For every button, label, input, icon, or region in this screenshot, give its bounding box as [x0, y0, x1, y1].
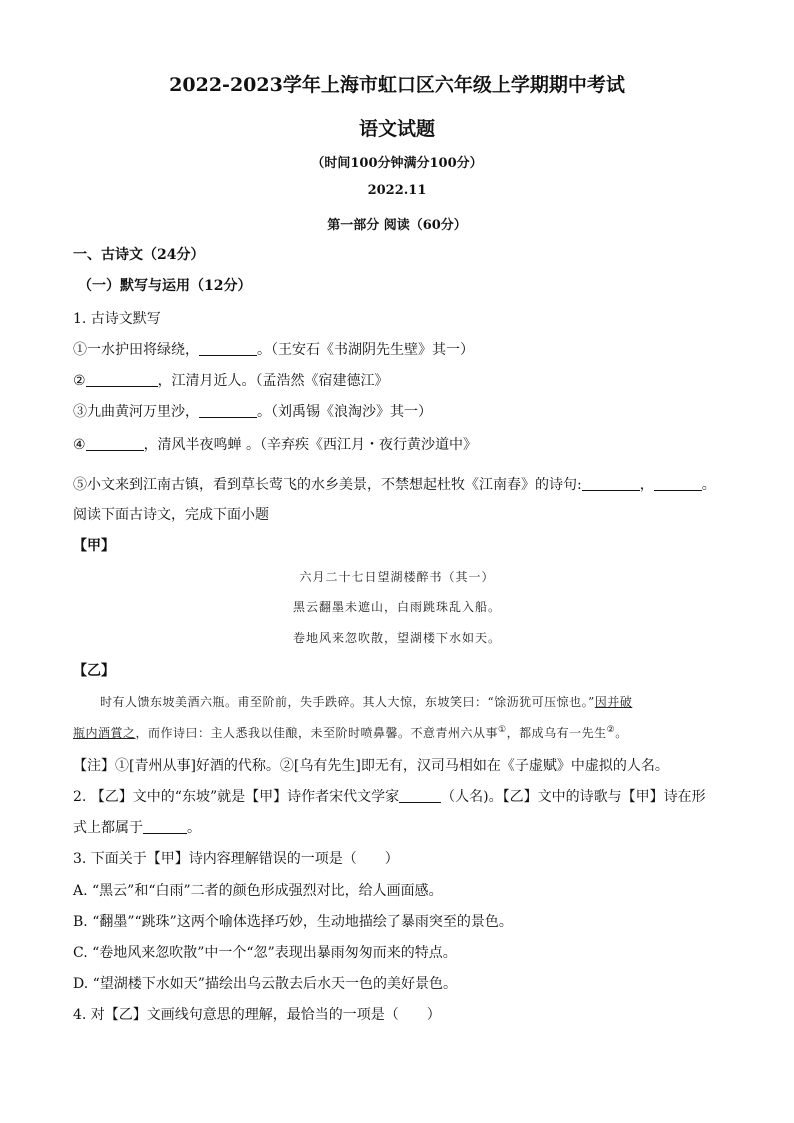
poem-title: 六月二十七日望湖楼醉书（其一） [299, 570, 495, 584]
poem-line-1: 黑云翻墨未遮山，白雨跳珠乱入船。 [292, 600, 501, 614]
question-1-item-2: ② ，江清月近人。（孟浩然《宿建德江》 [73, 373, 389, 389]
question-1-item-1: ①一水护田将绿绕， 。（王安石《书湖阴先生壁》其一） [73, 342, 474, 358]
question-3-option-b: B. “翻墨”“跳珠”这两个喻体选择巧妙，生动地描绘了暴雨突至的景色。 [73, 914, 513, 930]
question-2-line-1: 2. 【乙】文中的“东坡”就是【甲】诗作者宋代文学家 （人名)。【乙】文中的诗歌与【甲】诗在形 [73, 789, 706, 805]
question-3-option-c: C. “卷地风来忽吹散”中一个“忽”表现出暴雨匆匆而来的特点。 [73, 945, 457, 961]
question-3-stem: 3. 下面关于【甲】诗内容理解错误的一项是（ ） [73, 851, 399, 867]
underlined-sentence: 瓶内酒賞之 [73, 726, 136, 740]
section-heading: 一、古诗文（24分） [73, 247, 205, 263]
answer-blank[interactable] [654, 476, 702, 491]
underlined-sentence: 因并破 [594, 695, 633, 709]
answer-blank[interactable] [399, 788, 441, 803]
question-3-option-a: A. “黑云”和“白雨”二者的颜色形成强烈对比，给人画面感。 [73, 883, 443, 899]
yi-passage-line-1: 时有人馈东坡美酒六瓶。甫至阶前，失手跌碎。其人大惊，东坡笑曰：“馀沥犹可压惊也。”因并破 [100, 695, 633, 709]
yi-label: 【乙】 [73, 663, 115, 679]
reading-intro: 阅读下面古诗文，完成下面小题 [73, 507, 269, 523]
question-4-stem: 4. 对【乙】文画线句意思的理解，最恰当的一项是（ ） [73, 1007, 441, 1023]
sub-section-heading: （一）默写与运用（12分） [78, 278, 252, 294]
question-3-option-d: D. “望湖楼下水如天”描绘出乌云散去后水天一色的美好景色。 [73, 976, 457, 992]
yi-passage-line-2: 瓶内酒賞之，而作诗曰：主人悉我以佳酿，未至阶时喷鼻馨。不意青州六从事①，都成乌有一先生②。 [73, 725, 628, 740]
annotation-note: 【注】①[青州从事]好酒的代称。②[乌有先生]即无有，汉司马相如在《子虚赋》中虚拟的人名。 [73, 758, 669, 774]
answer-blank[interactable] [199, 403, 257, 418]
exam-title: 2022-2023学年上海市虹口区六年级上学期期中考试 [169, 74, 625, 96]
jia-label: 【甲】 [73, 538, 115, 554]
time-note: （时间100分钟满分100分） [311, 156, 483, 171]
question-1-item-5: ⑤小文来到江南古镇，看到草长莺飞的水乡美景，不禁想起杜牧《江南春》的诗句: ， 。 [73, 477, 716, 493]
part-heading: 第一部分 阅读（60分） [327, 218, 467, 233]
answer-blank[interactable] [86, 372, 158, 387]
question-2-line-2: 式上都属于 。 [73, 820, 201, 836]
exam-date: 2022.11 [367, 183, 427, 198]
exam-subtitle: 语文试题 [358, 118, 435, 140]
poem-line-2: 卷地风来忽吹散，望湖楼下水如天。 [292, 631, 501, 645]
answer-blank[interactable] [582, 476, 640, 491]
answer-blank[interactable] [86, 436, 144, 451]
question-1-item-4: ④ ，清风半夜鸣蝉 。（辛弃疾《西江月・夜行黄沙道中》 [73, 437, 478, 453]
question-1-stem: 1. 古诗文默写 [73, 311, 161, 327]
answer-blank[interactable] [199, 341, 257, 356]
question-1-item-3: ③九曲黄河万里沙， 。（刘禹锡《浪淘沙》其一） [73, 404, 432, 420]
answer-blank[interactable] [143, 819, 187, 834]
